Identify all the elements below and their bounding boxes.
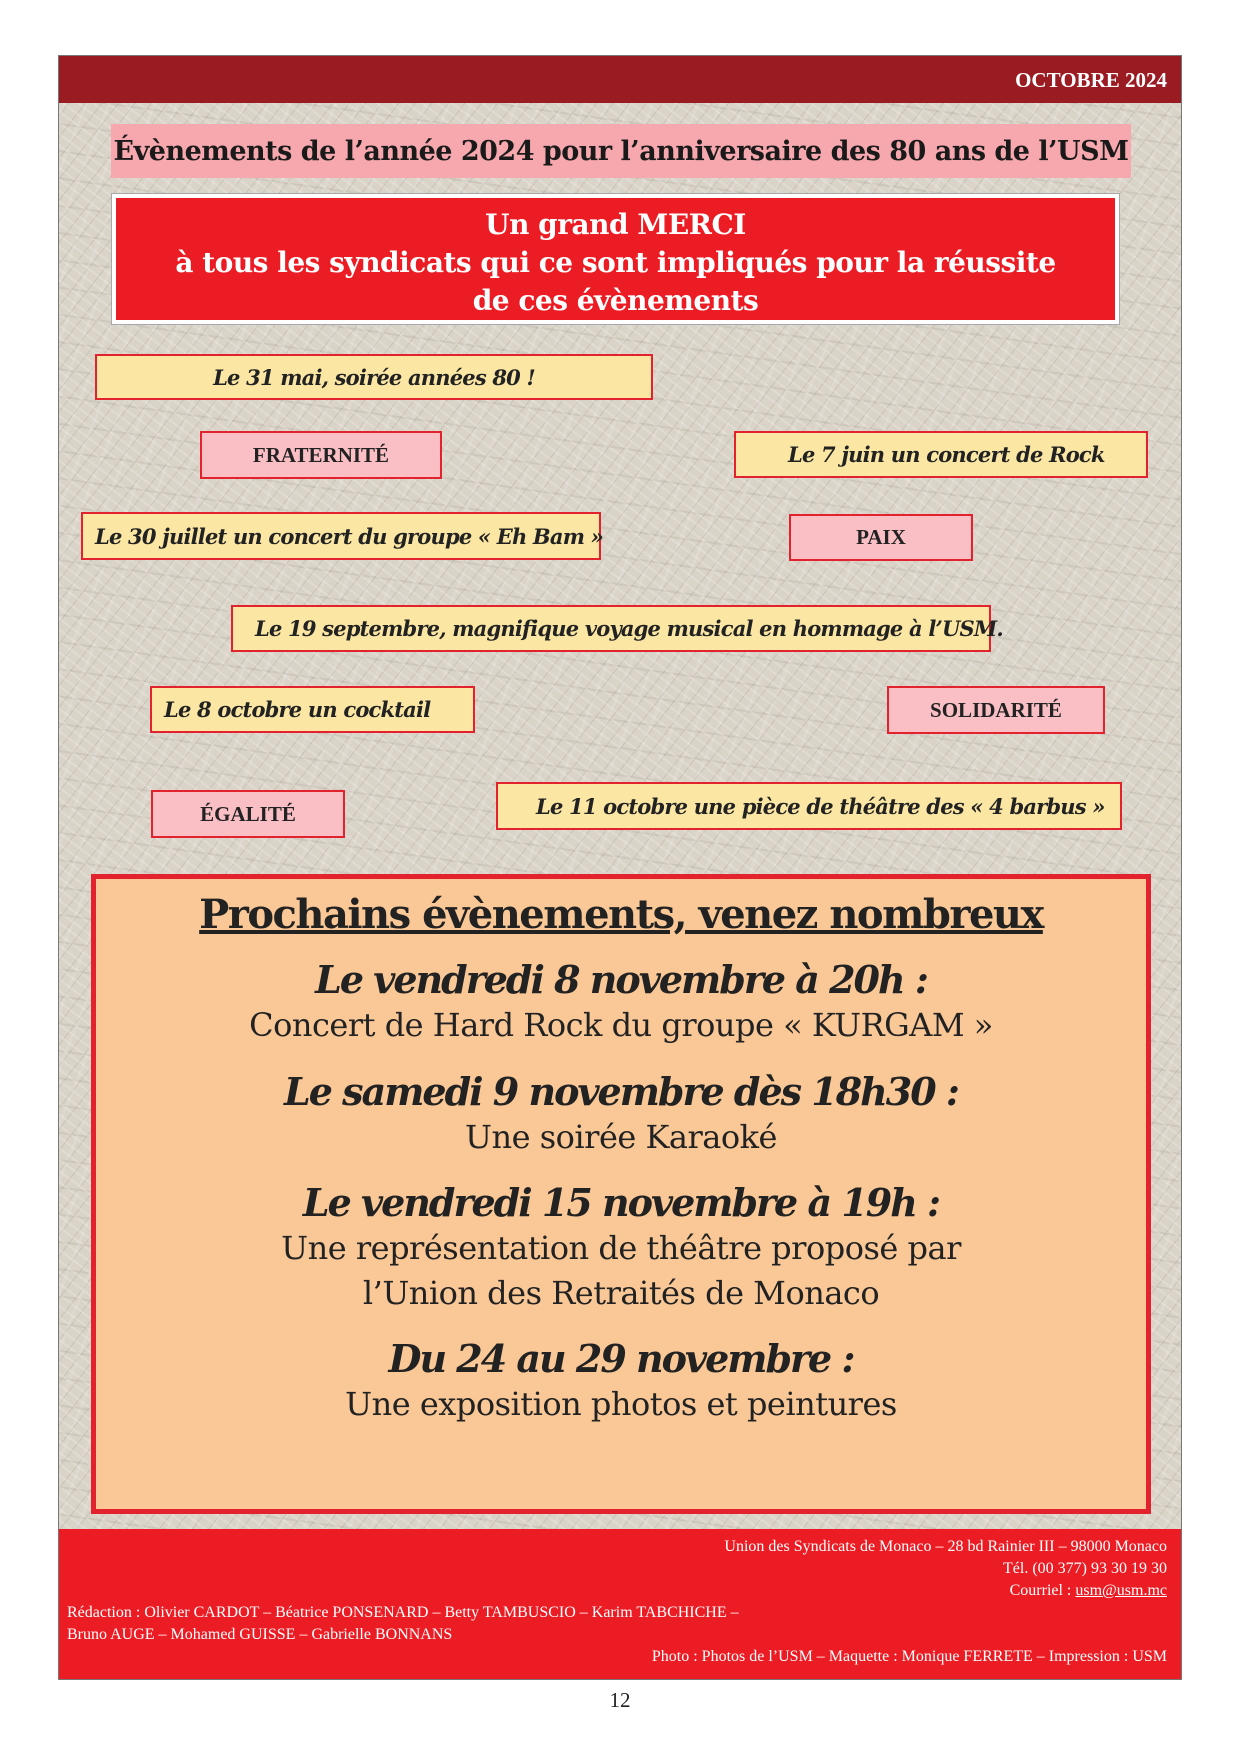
upcoming-date-1: Le vendredi 8 novembre à 20h : bbox=[315, 957, 927, 1002]
thanks-line-1: Un grand MERCI bbox=[485, 208, 746, 241]
footer-redaction-line-2: Bruno AUGE – Mohamed GUISSE – Gabrielle BONNANS bbox=[67, 1626, 453, 1643]
value-solidarite: SOLIDARITÉ bbox=[887, 686, 1105, 734]
upcoming-date-2: Le samedi 9 novembre dès 18h30 : bbox=[284, 1069, 958, 1114]
value-egalite: ÉGALITÉ bbox=[151, 790, 345, 838]
event-sept-19: Le 19 septembre, magnifique voyage musical en hommage à l’USM. bbox=[231, 605, 991, 652]
footer-redaction bbox=[67, 1602, 739, 1646]
thanks-line-2: à tous les syndicats qui ce sont impliqués pour la réussite bbox=[175, 246, 1056, 279]
header-bar bbox=[59, 56, 1181, 103]
upcoming-desc-1: Concert de Hard Rock du groupe « KURGAM » bbox=[249, 1006, 993, 1044]
footer-email-label: Courriel : bbox=[1009, 1582, 1076, 1599]
footer-address: Union des Syndicats de Monaco – 28 bd Rainier III – 98000 Monaco bbox=[724, 1538, 1167, 1555]
footer-redaction-line-1: Rédaction : Olivier CARDOT – Béatrice PONSENARD – Betty TAMBUSCIO – Karim TABCHICHE – bbox=[67, 1604, 739, 1621]
footer bbox=[59, 1529, 1181, 1680]
footer-email-link[interactable]: usm@usm.mc bbox=[1075, 1582, 1167, 1599]
value-fraternite: FRATERNITÉ bbox=[200, 431, 442, 479]
event-oct-11: Le 11 octobre une pièce de théâtre des « 4 barbus » bbox=[496, 782, 1122, 830]
footer-contact bbox=[724, 1536, 1167, 1602]
upcoming-desc-3b: l’Union des Retraités de Monaco bbox=[362, 1274, 880, 1312]
event-may-31: Le 31 mai, soirée années 80 ! bbox=[95, 354, 653, 400]
upcoming-date-3: Le vendredi 15 novembre à 19h : bbox=[302, 1180, 940, 1225]
value-paix: PAIX bbox=[789, 514, 973, 561]
upcoming-desc-3a: Une représentation de théâtre proposé par bbox=[281, 1229, 961, 1267]
issue-month: OCTOBRE 2024 bbox=[1015, 68, 1167, 92]
upcoming-desc-4: Une exposition photos et peintures bbox=[345, 1385, 897, 1423]
thanks-banner bbox=[112, 194, 1119, 324]
upcoming-heading: Prochains évènements, venez nombreux bbox=[199, 891, 1043, 938]
footer-email-line bbox=[724, 1580, 1167, 1602]
thanks-line-3: de ces évènements bbox=[472, 284, 759, 317]
upcoming-events-panel bbox=[91, 874, 1151, 1514]
upcoming-date-4: Du 24 au 29 novembre : bbox=[388, 1336, 854, 1381]
page-title: Évènements de l’année 2024 pour l’anniversaire des 80 ans de l’USM bbox=[111, 124, 1131, 178]
page-number: 12 bbox=[609, 1688, 631, 1712]
page-frame bbox=[58, 55, 1182, 1680]
event-oct-8: Le 8 octobre un cocktail bbox=[150, 686, 475, 733]
footer-credits: Photo : Photos de l’USM – Maquette : Monique FERRETE – Impression : USM bbox=[651, 1648, 1167, 1665]
event-july-30: Le 30 juillet un concert du groupe « Eh Bam » bbox=[81, 512, 601, 560]
footer-phone: Tél. (00 377) 93 30 19 30 bbox=[1003, 1560, 1167, 1577]
event-june-7: Le 7 juin un concert de Rock bbox=[734, 431, 1148, 478]
upcoming-desc-2: Une soirée Karaoké bbox=[465, 1118, 777, 1156]
